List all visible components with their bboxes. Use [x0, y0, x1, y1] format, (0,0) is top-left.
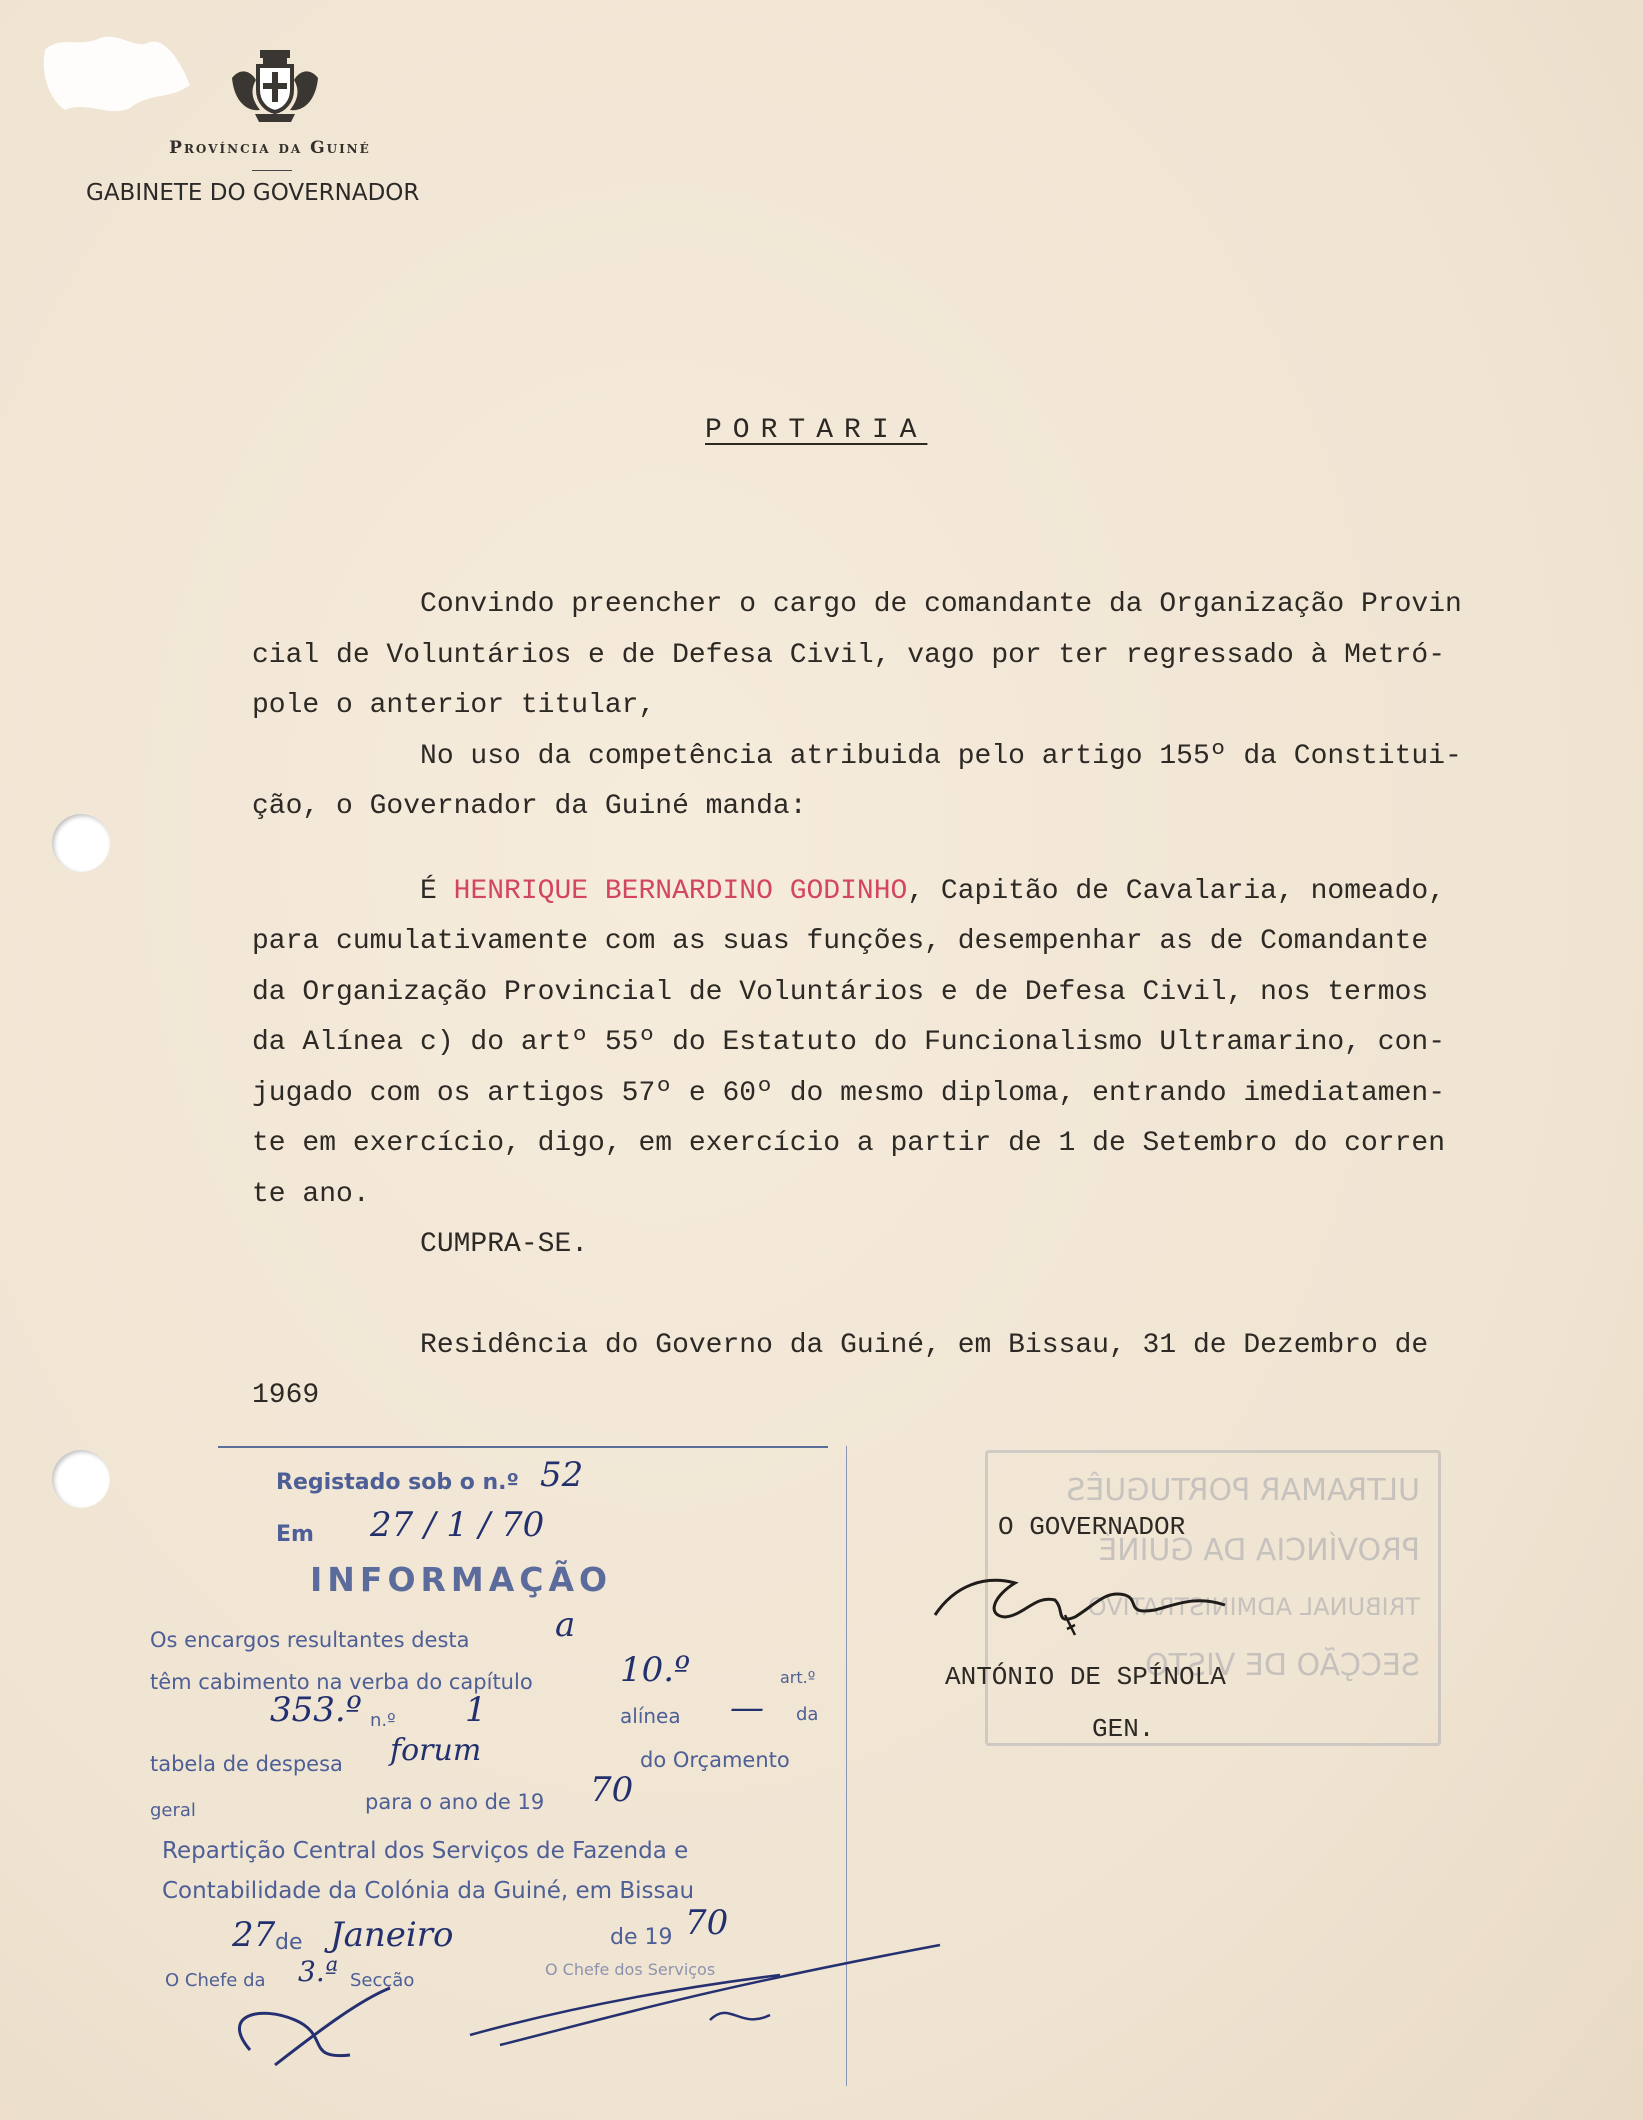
article-value: 353.º — [270, 1690, 362, 1730]
ghost-stamp-line: ULTRAMAR PORTUGUÊS — [1066, 1473, 1420, 1508]
year-value: 70 — [590, 1770, 634, 1810]
budget-label: do Orçamento — [640, 1748, 790, 1772]
date-year-value: 70 — [685, 1903, 729, 1943]
body-line: te em exercício, digo, em exercício a partir de 1 de Setembro do corren — [252, 1128, 1445, 1159]
expense-value: forum — [390, 1733, 482, 1768]
body-line: te ano. — [252, 1178, 370, 1210]
ghost-stamp-line: SECÇÃO DE VISTO — [1145, 1648, 1420, 1683]
stamp-signatures — [180, 1920, 970, 2090]
ghost-stamp-line: PROVÍNCIA DA GUINÉ — [1098, 1533, 1420, 1568]
appointee-name: HENRIQUE BERNARDINO GODINHO — [453, 875, 908, 907]
expense-label: tabela de despesa — [150, 1752, 343, 1776]
number-value: 1 — [465, 1690, 487, 1730]
body-line: da Alínea c) do artº 55º do Estatuto do Funcionalismo Ultramarino, con- — [252, 1027, 1445, 1058]
office-name: GABINETE DO GOVERNADOR — [86, 180, 420, 206]
general-label: geral — [150, 1800, 196, 1821]
charges-label: Os encargos resultantes desta — [150, 1628, 470, 1652]
budget-chapter-label: têm cabimento na verba do capítulo — [150, 1670, 533, 1694]
information-title: INFORMAÇÃO — [310, 1560, 613, 1599]
place-date-year: 1969 — [252, 1380, 320, 1411]
services-chief-label: O Chefe dos Serviços — [545, 1960, 716, 1979]
department-line-1: Repartição Central dos Serviços de Fazenda e — [162, 1838, 689, 1864]
body-line: No uso da competência atribuida pelo artigo 155º da Constitui- — [252, 740, 1462, 772]
body-line: para cumulativamente com as suas funções, desempenhar as de Comandante — [252, 926, 1429, 957]
body-line: jugado com os artigos 57º e 60º do mesmo diploma, entrando imediatamen- — [252, 1077, 1445, 1109]
signatory-name: ANTÓNIO DE SPÍNOLA — [945, 1662, 1226, 1692]
section-chief-label: O Chefe da — [165, 1970, 266, 1991]
punch-hole-top — [52, 814, 110, 872]
registered-number: 52 — [540, 1455, 584, 1495]
body-line: ção, o Governador da Guiné manda: — [252, 791, 807, 822]
appointment-line — [252, 867, 1552, 918]
body-line: cial de Voluntários e de Defesa Civil, vago por ter regressado à Metró- — [252, 639, 1445, 671]
year-label: para o ano de 19 — [365, 1790, 545, 1814]
budget-chapter-value: 10.º — [620, 1650, 691, 1690]
alinea-value: — — [730, 1688, 764, 1728]
header-divider — [252, 170, 292, 171]
signatory-role: O GOVERNADOR — [998, 1512, 1186, 1542]
charges-value: a — [555, 1605, 576, 1645]
article-label: art.º — [780, 1668, 816, 1687]
day-value: 27 — [232, 1915, 276, 1955]
document-body — [252, 580, 1552, 1422]
body-line: da Organização Provincial de Voluntários e de Defesa Civil, nos termos — [252, 976, 1429, 1008]
document-title: PORTARIA — [705, 415, 928, 446]
de19-label: de 19 — [610, 1925, 673, 1950]
province-name: Província da Guiné — [169, 138, 371, 158]
alinea-label: alínea — [620, 1704, 681, 1728]
registration-date: 27 / 1 / 70 — [370, 1505, 545, 1545]
body-line: pole o anterior titular, — [252, 690, 656, 721]
governor-signature — [925, 1555, 1245, 1645]
appointment-rest: , Capitão de Cavalaria, nomeado, — [907, 875, 1446, 907]
closing-formula: CUMPRA-SE. — [252, 1229, 589, 1260]
body-line: Convindo preencher o cargo de comandante da Organização Provin — [252, 589, 1462, 620]
signatory-rank: GEN. — [1092, 1714, 1155, 1744]
section-number: 3.ª — [298, 1955, 339, 1988]
department-line-2: Contabilidade da Colónia da Guiné, em Bissau — [162, 1878, 695, 1904]
de-label: de — [275, 1930, 303, 1955]
appointment-prefix: É — [252, 875, 454, 907]
coat-of-arms-icon — [230, 48, 320, 128]
number-label: n.º — [370, 1710, 396, 1731]
registered-label: Registado sob o n.º — [276, 1470, 519, 1495]
place-date-line: Residência do Governo da Guiné, em Bissau, 31 de Dezembro de — [252, 1329, 1429, 1361]
section-label: Secção — [350, 1970, 415, 1991]
month-value: Janeiro — [330, 1915, 454, 1955]
punch-hole-bottom — [52, 1450, 110, 1508]
stamp-top-border — [218, 1446, 828, 1448]
da-label: da — [796, 1704, 819, 1725]
ghost-stamp-line: TRIBUNAL ADMINISTRATIVO — [1087, 1593, 1420, 1621]
torn-corner — [40, 30, 200, 120]
date-label: Em — [276, 1522, 314, 1547]
